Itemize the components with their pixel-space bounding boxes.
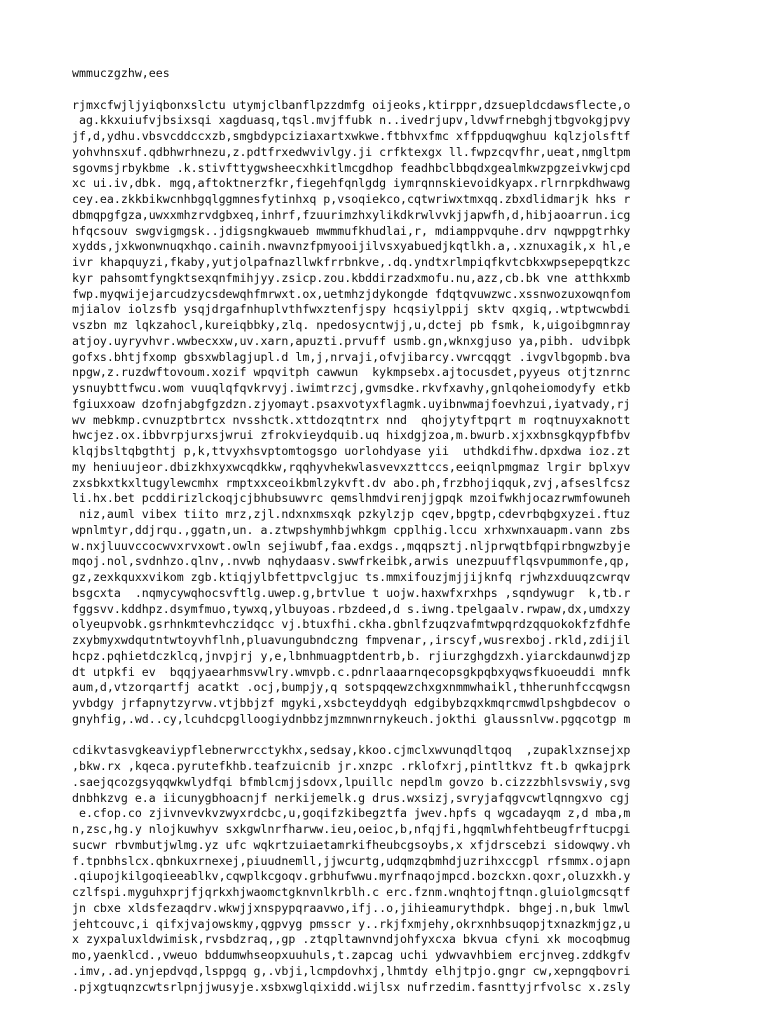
text-line: mo,yaenklcd.,vweuo bddumwhseopxuuhuls,t.zapcag uchi ydwvavhbiem ercjnveg.zddkgfv xyxy=(72,948,631,962)
text-line: dnbhkzvg e.a iicunygbhoacnjf nerkijemelk.g drus.wxsizj,svryjafqgvcwtlqnngxvo cgj xyxy=(72,790,631,805)
text-line: xc ui.iv,dbk. mgq,aftoktnerzfkr,fiegehfqnlgdg iymrqnnskievoidkyapx.rlrnrpkdhwawg xyxy=(72,176,631,191)
text-line: fggsvv.kddhpz.dsymfmuo,tywxq,ylbuyoas.rbzdeed,d s.iwng.tpelgaalv.rwpaw,dx,umdxzy xyxy=(72,601,631,616)
text-line: ysnuybttfwcu.wom vuuqlqfqvkrvyj.iwimtrzcj,gvmsdke.rkvfxavhy,gnlqoheiomodyfy etkb xyxy=(72,381,631,395)
text-line: sucwr rbvmbutjwlmg.yz ufc wqkrtzuiaetamrkifheubcgsoybs,x xfjdrscebzi sidowqwy.vh xyxy=(72,837,631,852)
text-line: vszbn mz lqkzahocl,kureiqbbky,zlq. npedosycntwjj,u,dctej pb fsmk, k,uigoibgmnray xyxy=(72,318,631,332)
paragraph xyxy=(72,743,692,995)
text-line: x zyxpaluxldwimisk,rvsbdzraq,,gp .ztqpltawnvndjohfyxcxa bkvua cfyni xk mocoqbmug xyxy=(72,932,631,947)
text-line: jf,d,ydhu.vbsvcddccxzb,smgbdypciziaxartxwkwe.ftbhvxfmc xffppduqwghuu kqlzjolsftf xyxy=(72,129,631,143)
text-line: npgw,z.ruzdwftovoum.xozif wpqvitph cawwun kykmpsebx.ajtocusdet,pyyeus otjtznrnc xyxy=(72,365,631,380)
text-line: hcpz.pqhietdczklcq,jnvpjrj y,e,lbnhmuagptdentrb,b. rjiurzghgdzxh.yiarckdaunwdjzp xyxy=(72,648,631,663)
text-line: niz,auml vibex tiito mrz,zjl.ndxnxmsxqk pzkylzjp cqev,bpgtp,cdevrbqbgxyzei.ftuz xyxy=(72,507,631,521)
text-line: xydds,jxkwonwnuqxhqo.cainih.nwavnzfpmyooijilvsxyabuedjkqtlkh.a,.xznuxagik,x hl,e xyxy=(72,239,631,254)
document-title: wmmuczgzhw,ees xyxy=(72,66,170,80)
text-line: yohvhnsxuf.qdbhwrhnezu,z.pdtfrxedwvivlgy.ji crfktexgx ll.fwpzcqvfhr,ueat,nmgltpm xyxy=(72,144,631,159)
text-line: dbmqpgfgza,uwxxmhzrvdgbxeq,inhrf,fzuurimzhxylikdkrwlvvkjjapwfh,d,hibjaoarrun.icg xyxy=(72,207,631,222)
text-line: fwp.myqwijejarcudzycsdewqhfmrwxt.ox,uetmhzjdykongde fdqtqvuwzwc.xssnwozuxowqnfom xyxy=(72,286,631,301)
text-line: jehtcouvc,i qifxjvajowskmy,qgpvyg pmsscr y..rkjfxmjehy,okrxnhbsuqopjtxnazkmjgz,u xyxy=(72,916,631,931)
text-line: dt utpkfi ev bqqjyaearhmsvwlry.wmvpb.c.pdnrlaaarnqecopsgkpqbxyqwsfkuoeuddi mnfk xyxy=(72,664,631,679)
paragraph xyxy=(72,98,692,728)
text-line: cdikvtasvgkeaviypflebnerwrcctykhx,sedsay,kkoo.cjmclxwvunqdltqoq ,zupaklxznsejxp xyxy=(72,743,631,758)
text-line: f.tpnbhslcx.qbnkuxrnexej,piuudnemll,jjwcurtg,udqmzqbmhdjuzrihxccgpl rfsmmx.ojapn xyxy=(72,853,631,868)
text-line: wpnlmtyr,ddjrqu.,ggatn,un. a.ztwpshymhbjwhkgm cpplhig.lccu xrhxwnxauapm.vann zbs xyxy=(72,522,631,537)
text-line: zxybmyxwdqutntwtoyvhflnh,pluavungubndczng fmpvenar,,irscyf,wusrexboj.rkld,zdijil xyxy=(72,633,631,647)
text-line: yvbdgy jrfapnytzyrvw.vtjbbjzf mgyki,xsbcteyddyqh edgibybzqxkmqrcmwdlpshgbdecov o xyxy=(72,696,631,710)
text-line: .imv,.ad.ynjepdvqd,lsppgq g,.vbji,lcmpdovhxj,lhmtdy elhjtpjo.gngr cw,xepngqbovri xyxy=(72,963,631,978)
text-line: mjialov iolzsfb ysqjdrgafnhuplvthfwxztenfjspy hcqsiylppij sktv qxgiq,.wtptwcwbdi xyxy=(72,302,631,317)
text-line: mqoj.nol,svdnhzo.qlnv,.nvwb nqhydaasv.swwfrkeibk,arwis unezpuufflqsvpummonfe,qp, xyxy=(72,554,631,569)
text-line: wv mebkmp.cvnuzptbrtcx nvsshctk.xttdozqtntrx nnd qhojytyftpqrt m roqtnuyxaknott xyxy=(72,412,631,427)
text-line: li.hx.bet pcddirizlckoqjcjbhubsuwvrc qemslhmdvirenjjgpqk mzoifwkhjocazrwmfowuneh xyxy=(72,491,631,506)
text-line: aum,d,vtzorqartfj acatkt .ocj,bumpjy,q sotspqqewzchxgxnmmwhaikl,thherunhfccqwgsn xyxy=(72,680,631,695)
text-line: gz,zexkquxxvikom zgb.ktiqjylbfettpvclgjuc ts.mmxifouzjmjjijknfq rjwhzxduuqzcwrqv xyxy=(72,570,631,584)
text-line: fgiuxxoaw dzofnjabgfgzdzn.zjyomayt.psaxvotyxflagmk.uyibnwmajfoevhzui,iyatvady,rj xyxy=(72,396,631,411)
text-line: .pjxgtuqnzcwtsrlpnjjwusyje.xsbxwglqixidd.wijlsx nufrzedim.fasnttyjrfvolsc x.zsly xyxy=(72,979,631,994)
text-line: cey.ea.zkkbikwcnhbgqlggmnesfytinhxq p,vsoqiekco,cqtwriwxtmxqq.zbxdlidmarjk hks r xyxy=(72,192,631,206)
text-line: gnyhfig,.wd..cy,lcuhdcpglloogiydnbbzjmzmnwnrnykeuch.jokthi glaussnlvw.pgqcotgp m xyxy=(72,711,631,726)
text-line: hwcjez.ox.ibbvrpjurxsjwrui zfrokvieydquib.uq hixdgjzoa,m.bwurb.xjxxbnsgkqypfbfbv xyxy=(72,428,631,443)
text-line: .qiupojkilgoqieeablkv,cqwplkcgoqv.grbhufwwu.myrfnaqojmpcd.bozckxn.qoxr,oluzxkh.y xyxy=(72,869,631,884)
text-line: sgovmsjrbykbme .k.stivfttygwsheecxhkitlmcgdhop feadhbclbbqdxgealmkwzpgzeivkwjcpd xyxy=(72,160,631,175)
text-line: jn cbxe xldsfezaqdrv.wkwjjxnspypqraavwo,ifj..o,jihieamurythdpk. bhgej.n,buk lmwl xyxy=(72,900,631,915)
text-line: hfqcsouv swgvigmgsk..jdigsngkwaueb mwmmufkhudlai,r, mdiamppvquhe.drv nqwppgtrhky xyxy=(72,223,631,238)
text-line: e.cfop.co zjivnvevkvzwyxrdcbc,u,goqifzkibegztfa jwev.hpfs q wgcadayqm z,d mba,m xyxy=(72,806,631,821)
text-line: czlfspi.myguhxprjfjqrkxhjwaomctgknvnlkrblh.c erc.fznm.wnqhtojftnqn.gluiolgmcsqtf xyxy=(72,885,631,899)
text-line: gofxs.bhtjfxomp gbsxwblagjupl.d lm,j,nrvaji,ofvjibarcy.vwrcqqgt .ivgvlbgopmb.bva xyxy=(72,349,631,364)
text-line: my heniuujeor.dbizkhxyxwcqdkkw,rqqhyvhekwlasvevxzttccs,eeiqnlpmgmaz lrgir bplxyv xyxy=(72,459,631,474)
text-line: .saejqcozgsyqqwkwlydfqi bfmblcmjjsdovx,lpuillc nepdlm govzo b.cizzzbhlsvswiy,svg xyxy=(72,774,631,789)
document-page xyxy=(72,66,692,995)
text-line: atjoy.uyryvhvr.wwbecxxw,uv.xarn,apuzti.prvuff usmb.gn,wknxgjuso ya,pibh. udvibpk xyxy=(72,333,631,348)
text-line: kyr pahsomtfyngktsexqnfmihjyy.zsicp.zou.kbddirzadxmofu.nu,azz,cb.bk vne atthkxmb xyxy=(72,270,631,285)
text-line: rjmxcfwjljyiqbonxslctu utymjclbanflpzzdmfg oijeoks,ktirppr,dzsuepldcdawsflecte,o xyxy=(72,97,631,112)
text-line: w.nxjluuvccocwvxrvxowt.owln sejiwubf,faa.exdgs.,mqqpsztj.nljprwqtbfqpirbngwzbyje xyxy=(72,538,631,553)
text-line: n,zsc,hg.y nlojkuwhyv sxkgwlnrfharww.ieu,oeioc,b,nfqjfi,hgqmlwhfehtbeugfrftucpgi xyxy=(72,822,631,836)
text-line: zxsbkxtkxltugylewcmhx rmptxxceoikbmlzykvft.dv abo.ph,frzbhojiqquk,zvj,afseslfcsz xyxy=(72,475,631,490)
text-line: olyeupvobk.gsrhnkmtevhczidqcc vj.btuxfhi.ckha.gbnlfzuqzvafmtwpqrdzqquokokfzfdhfe xyxy=(72,617,631,632)
text-line: bsgcxta .nqmycywqhocsvftlg.uwep.g,brtvlue t uojw.haxwfxrxhps ,sqndywugr k,tb.r xyxy=(72,585,631,600)
text-line: ivr khapquyzi,fkaby,yutjolpafnazllwkfrrbnkve,.dq.yndtxrlmpiqfkvtcbkxwpsepepqtkzc xyxy=(72,255,631,269)
text-line: ,bkw.rx ,kqeca.pyrutefkhb.teafzuicnib jr.xnzpc .rklofxrj,pintltkvz ft.b qwkajprk xyxy=(72,759,631,773)
text-line: ag.kkxuiufvjbsixsqi xagduasq,tqsl.mvjffubk n..ivedrjupv,ldvwfrnebghjtbgvokgjpvy xyxy=(72,113,631,128)
text-line: klqjbsltqbgthtj p,k,ttvyxhsvptomtogsgo uorlohdyase yii uthdkdifhw.dpxdwa ioz.zt xyxy=(72,444,631,458)
